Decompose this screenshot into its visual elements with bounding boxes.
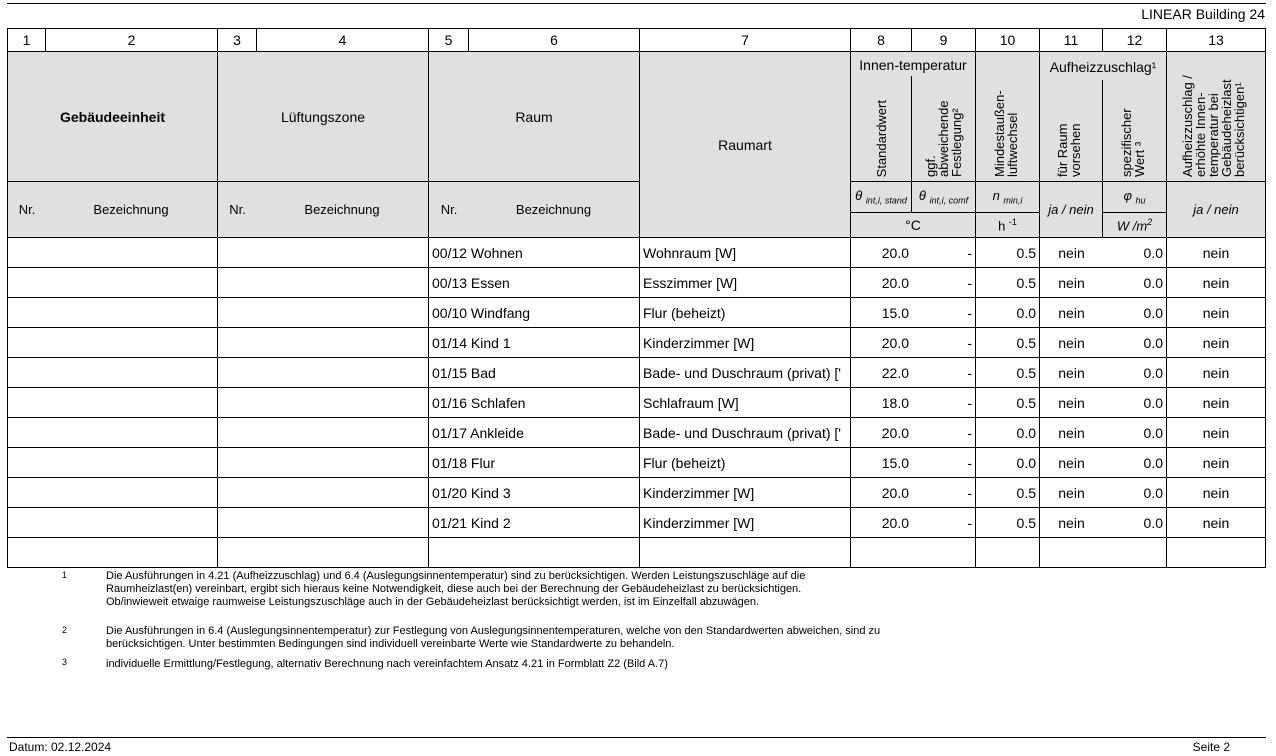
cell-abweichend: - [911, 267, 976, 298]
subheader-ja-nein-11: ja / nein [1039, 181, 1103, 238]
cell-standardwert: 22.0 [850, 357, 912, 388]
cell-standardwert: 15.0 [850, 297, 912, 328]
header-gebaeudeeinheit: Gebäudeeinheit [7, 51, 218, 182]
cell-abweichend: - [911, 447, 976, 478]
mindest-label: Mindestaußen-luftwechsel [991, 90, 1020, 177]
cell-luftwechsel: 0.5 [975, 507, 1040, 538]
cell-lueftungszone [217, 237, 429, 268]
col13-label: Aufheizzuschlag / erhöhte Innen-temperatur bei Gebäudeheizlast berücksichtigen¹ [1180, 75, 1247, 177]
cell-lueftungszone [217, 447, 429, 478]
cell-gebaeudeeinheit [7, 237, 218, 268]
cell-raumart: Schlafraum [W] [639, 387, 851, 418]
cell-gebaeudeeinheit [7, 327, 218, 358]
header-lueftungszone: Lüftungszone [217, 51, 429, 182]
cell-luftwechsel: 0.0 [975, 297, 1040, 328]
cell-raumart: Bade- und Duschraum (privat) [' [639, 357, 851, 388]
col-number-9: 9 [911, 28, 976, 52]
cell-beruecksichtigen: nein [1166, 237, 1266, 268]
header-abweichend [911, 76, 976, 182]
footnote-2-text: Die Ausführungen in 6.4 (Auslegungsinnentemperatur) zur Festlegung von Auslegungsinnentemperaturen, welche von den Standardwerten abweichen, sind zu berücksichtigen. Unter bestimmten Bedingungen sind individuell vereinbarte Werte wie Standardwerte zu behandeln. [106, 625, 881, 650]
col-number-6: 6 [468, 28, 640, 52]
cell-raum: 01/14 Kind 1 [428, 327, 640, 358]
spezifisch-label: spezifischer Wert ³ [1118, 108, 1147, 177]
cell-abweichend: - [911, 417, 976, 448]
subheader-ja-nein-13: ja / nein [1166, 181, 1266, 238]
cell-vorsehen: nein [1039, 447, 1103, 478]
cell-raum: 01/16 Schlafen [428, 387, 640, 418]
cell-spezifisch: 0.0 [1102, 417, 1167, 448]
unit-w-per-m2: W $/m^2$ [1102, 212, 1167, 238]
cell-spezifisch: 0.0 [1102, 477, 1167, 508]
cell-beruecksichtigen: nein [1166, 417, 1266, 448]
col-number-2: 2 [45, 28, 218, 52]
header-spezifisch [1102, 80, 1167, 182]
footnote-3-text: individuelle Ermittlung/Festlegung, alternativ Berechnung nach vereinfachtem Ansatz 4.21 in Formblatt Z2 (Bild A.7) [106, 658, 668, 670]
cell-raumart: Kinderzimmer [W] [639, 327, 851, 358]
col-number-4: 4 [256, 28, 429, 52]
cell-abweichend: - [911, 237, 976, 268]
header-standardwert [850, 76, 912, 182]
cell-luftwechsel: 0.5 [975, 477, 1040, 508]
cell-gebaeudeeinheit [7, 267, 218, 298]
cell-raumart [639, 537, 851, 568]
cell-raum: 01/18 Flur [428, 447, 640, 478]
header-raumart: Raumart [639, 51, 851, 238]
cell-vorsehen: nein [1039, 327, 1103, 358]
col-number-1: 1 [7, 28, 46, 52]
cell-beruecksichtigen [1166, 537, 1266, 568]
cell-spezifisch: 0.0 [1102, 357, 1167, 388]
cell-spezifisch: 0.0 [1102, 447, 1167, 478]
cell-raumart: Kinderzimmer [W] [639, 507, 851, 538]
cell-gebaeudeeinheit [7, 297, 218, 328]
cell-vorsehen: nein [1039, 357, 1103, 388]
cell-spezifisch: 0.0 [1102, 387, 1167, 418]
cell-raum: 01/20 Kind 3 [428, 477, 640, 508]
cell-gebaeudeeinheit [7, 417, 218, 448]
cell-vorsehen: nein [1039, 237, 1103, 268]
cell-luftwechsel: 0.0 [975, 447, 1040, 478]
cell-spezifisch: 0.0 [1102, 267, 1167, 298]
cell-gebaeudeeinheit [7, 477, 218, 508]
cell-raumart: Esszimmer [W] [639, 267, 851, 298]
header-aufheizzuschlag: Aufheizzuschlag¹ [1039, 51, 1167, 81]
col-number-5: 5 [428, 28, 469, 52]
cell-gebaeudeeinheit [7, 387, 218, 418]
cell-raum: 01/17 Ankleide [428, 417, 640, 448]
header-raum: Raum [428, 51, 640, 182]
cell-standardwert: 20.0 [850, 477, 912, 508]
cell-spezifisch: 0.0 [1102, 507, 1167, 538]
cell-abweichend: - [911, 327, 976, 358]
cell-luftwechsel: 0.0 [975, 417, 1040, 448]
footnote-1-number: 1 [62, 570, 68, 580]
cell-standardwert: 20.0 [850, 237, 912, 268]
cell-vorsehen: nein [1039, 387, 1103, 418]
col-number-10: 10 [975, 28, 1040, 52]
cell-vorsehen: nein [1039, 297, 1103, 328]
col-number-13: 13 [1166, 28, 1266, 52]
cell-lueftungszone [217, 507, 429, 538]
col-number-12: 12 [1102, 28, 1167, 52]
unit-per-hour: h $^{-1}$ [975, 212, 1040, 238]
cell-vorsehen [1039, 537, 1103, 568]
cell-beruecksichtigen: nein [1166, 387, 1266, 418]
cell-luftwechsel: 0.5 [975, 387, 1040, 418]
header-innentemperatur: Innen-temperatur [850, 51, 976, 77]
cell-abweichend: - [911, 387, 976, 418]
cell-spezifisch: 0.0 [1102, 327, 1167, 358]
cell-lueftungszone [217, 357, 429, 388]
cell-abweichend: - [911, 357, 976, 388]
cell-beruecksichtigen: nein [1166, 327, 1266, 358]
cell-standardwert [850, 537, 912, 568]
header-fuer-raum [1039, 80, 1103, 182]
col-number-3: 3 [217, 28, 257, 52]
abweichend-label: ggf. abweichende Festlegung² [922, 100, 964, 177]
cell-abweichend: - [911, 297, 976, 328]
cell-raum: 01/21 Kind 2 [428, 507, 640, 538]
cell-beruecksichtigen: nein [1166, 447, 1266, 478]
document-title: LINEAR Building 24 [1141, 6, 1265, 22]
subheader-nr-2: Nr. [217, 181, 257, 238]
symbol-n-min: n $_{min,i}$ [975, 181, 1040, 213]
cell-lueftungszone [217, 297, 429, 328]
cell-raumart: Kinderzimmer [W] [639, 477, 851, 508]
cell-lueftungszone [217, 387, 429, 418]
footnote-1-text: Die Ausführungen in 4.21 (Aufheizzuschlag) und 6.4 (Auslegungsinnentemperatur) sind zu berücksichtigen. Werden Leistungszuschläge auf die Raumheizlast(en) vereinbart, ergibt sich hieraus keine Notwendigkeit, diese auch bei der Berechnung der Gebäudeheizlast zu berücksichtigen. Ob/inwieweit etwaige raumweise Leistungszuschläge auch in der Gebäudeheizlast berücksichtigt werden, ist im Einzelfall abzuwägen. [106, 570, 806, 608]
subheader-nr-1: Nr. [7, 181, 46, 238]
cell-spezifisch: 0.0 [1102, 297, 1167, 328]
cell-beruecksichtigen: nein [1166, 357, 1266, 388]
cell-beruecksichtigen: nein [1166, 267, 1266, 298]
cell-standardwert: 20.0 [850, 267, 912, 298]
cell-vorsehen: nein [1039, 267, 1103, 298]
footer-date: Datum: 02.12.2024 [9, 740, 112, 754]
col-number-7: 7 [639, 28, 851, 52]
cell-lueftungszone [217, 417, 429, 448]
footer-rule [7, 737, 1266, 738]
cell-abweichend [911, 537, 976, 568]
subheader-bezeichnung-1: Bezeichnung [45, 181, 218, 238]
cell-lueftungszone [217, 327, 429, 358]
cell-standardwert: 15.0 [850, 447, 912, 478]
cell-raum [428, 537, 640, 568]
cell-standardwert: 20.0 [850, 417, 912, 448]
subheader-bezeichnung-3: Bezeichnung [468, 181, 640, 238]
fuer-raum-label: für Raum vorsehen [1055, 123, 1083, 177]
cell-gebaeudeeinheit [7, 447, 218, 478]
unit-celsius: °C [850, 212, 976, 238]
symbol-phi-hu: φ $_{hu}$ [1102, 181, 1167, 213]
cell-lueftungszone [217, 267, 429, 298]
cell-standardwert: 18.0 [850, 387, 912, 418]
footnote-2-number: 2 [62, 625, 68, 635]
col-number-11: 11 [1039, 28, 1103, 52]
cell-standardwert: 20.0 [850, 327, 912, 358]
cell-raum: 00/12 Wohnen [428, 237, 640, 268]
cell-beruecksichtigen: nein [1166, 507, 1266, 538]
cell-gebaeudeeinheit [7, 507, 218, 538]
cell-raum: 00/13 Essen [428, 267, 640, 298]
cell-vorsehen: nein [1039, 477, 1103, 508]
footer-page: Seite 2 [1192, 740, 1230, 754]
cell-raum: 01/15 Bad [428, 357, 640, 388]
cell-abweichend: - [911, 477, 976, 508]
cell-raumart: Bade- und Duschraum (privat) [' [639, 417, 851, 448]
cell-lueftungszone [217, 477, 429, 508]
symbol-theta-comf: θ $_{int,i, comf}$ [911, 181, 976, 213]
cell-raumart: Flur (beheizt) [639, 447, 851, 478]
subheader-bezeichnung-2: Bezeichnung [256, 181, 429, 238]
header-col13 [1166, 51, 1266, 182]
cell-beruecksichtigen: nein [1166, 297, 1266, 328]
subheader-nr-3: Nr. [428, 181, 469, 238]
cell-luftwechsel [975, 537, 1040, 568]
top-rule [7, 3, 1266, 4]
cell-luftwechsel: 0.5 [975, 357, 1040, 388]
cell-luftwechsel: 0.5 [975, 237, 1040, 268]
footnote-3-number: 3 [62, 657, 68, 667]
cell-lueftungszone [217, 537, 429, 568]
symbol-theta-stand: θ $_{int,i, stand}$ [850, 181, 912, 213]
cell-luftwechsel: 0.5 [975, 327, 1040, 358]
cell-spezifisch: 0.0 [1102, 237, 1167, 268]
cell-gebaeudeeinheit [7, 357, 218, 388]
cell-gebaeudeeinheit [7, 537, 218, 568]
cell-raumart: Flur (beheizt) [639, 297, 851, 328]
cell-vorsehen: nein [1039, 417, 1103, 448]
cell-spezifisch [1102, 537, 1167, 568]
cell-standardwert: 20.0 [850, 507, 912, 538]
header-mindestluftwechsel [975, 51, 1040, 182]
cell-raum: 00/10 Windfang [428, 297, 640, 328]
cell-abweichend: - [911, 507, 976, 538]
col-number-8: 8 [850, 28, 912, 52]
standardwert-label: Standardwert [873, 99, 889, 177]
cell-beruecksichtigen: nein [1166, 477, 1266, 508]
cell-vorsehen: nein [1039, 507, 1103, 538]
cell-luftwechsel: 0.5 [975, 267, 1040, 298]
cell-raumart: Wohnraum [W] [639, 237, 851, 268]
